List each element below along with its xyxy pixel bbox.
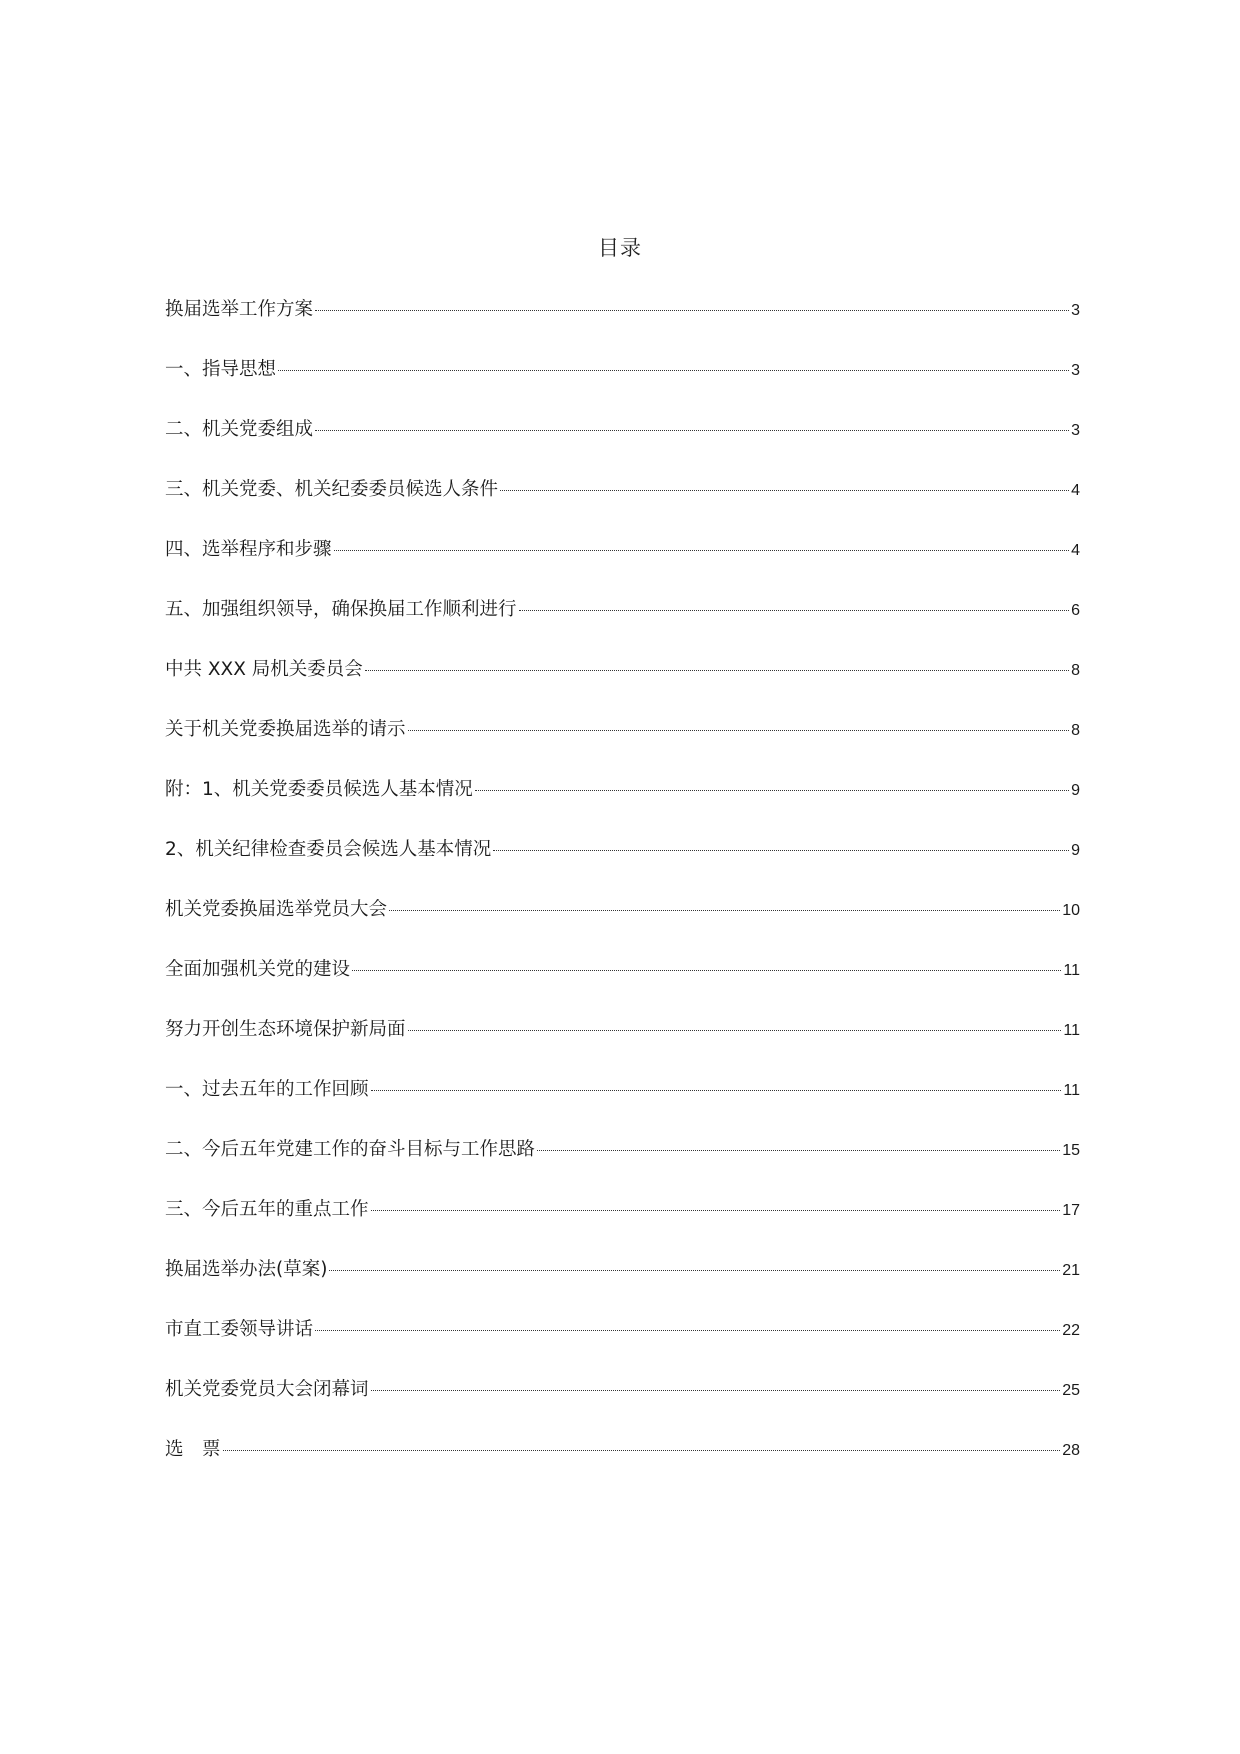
- toc-dot-leader: [500, 490, 1069, 491]
- toc-dot-leader: [371, 1210, 1061, 1211]
- toc-entry[interactable]: [165, 950, 1080, 1010]
- toc-entry-label: 努力开创生态环境保护新局面: [165, 1019, 406, 1040]
- toc-page-number: 4: [1071, 542, 1080, 559]
- toc-entry-label: 换届选举办法(草案): [165, 1259, 328, 1280]
- toc-entry[interactable]: [165, 1310, 1080, 1370]
- toc-dot-leader: [315, 1330, 1060, 1331]
- toc-dot-leader: [334, 550, 1070, 551]
- toc-page-number: 9: [1071, 842, 1080, 859]
- toc-page-number: 11: [1063, 962, 1080, 979]
- toc-entry[interactable]: [165, 470, 1080, 530]
- toc-page-number: 11: [1063, 1082, 1080, 1099]
- toc-entry-label: 一、指导思想: [165, 359, 277, 380]
- toc-entry[interactable]: [165, 1250, 1080, 1310]
- toc-entry-label: 一、过去五年的工作回顾: [165, 1079, 369, 1100]
- toc-entry-label: 中共 XXX 局机关委员会: [165, 659, 363, 680]
- toc-entry-label: 四、选举程序和步骤: [165, 539, 332, 560]
- toc-entry[interactable]: [165, 1190, 1080, 1250]
- toc-page-number: 9: [1071, 782, 1080, 799]
- toc-dot-leader: [223, 1450, 1061, 1451]
- toc-entry[interactable]: [165, 1370, 1080, 1430]
- toc-page-number: 28: [1062, 1442, 1080, 1459]
- toc-dot-leader: [537, 1150, 1060, 1151]
- toc-entry[interactable]: [165, 890, 1080, 950]
- toc-page-number: 10: [1062, 902, 1080, 919]
- toc-entry[interactable]: [165, 1430, 1080, 1490]
- toc-entry[interactable]: [165, 410, 1080, 470]
- toc-entry-label: 机关党委换届选举党员大会: [165, 899, 388, 920]
- toc-page-number: 3: [1071, 302, 1080, 319]
- toc-dot-leader: [389, 910, 1060, 911]
- toc-entry[interactable]: [165, 1070, 1080, 1130]
- toc-entry[interactable]: [165, 770, 1080, 830]
- toc-dot-leader: [315, 430, 1069, 431]
- toc-entry[interactable]: [165, 290, 1080, 350]
- toc-dot-leader: [329, 1270, 1060, 1271]
- toc-page-number: 8: [1071, 722, 1080, 739]
- toc-dot-leader: [365, 670, 1069, 671]
- toc-entry-label: 市直工委领导讲话: [165, 1319, 314, 1340]
- toc-entry-label: 换届选举工作方案: [165, 299, 314, 320]
- toc-entry-label: 二、机关党委组成: [165, 419, 314, 440]
- toc-dot-leader: [278, 370, 1069, 371]
- toc-page-number: 6: [1071, 602, 1080, 619]
- toc-dot-leader: [475, 790, 1069, 791]
- toc-entry[interactable]: [165, 650, 1080, 710]
- toc-page-number: 3: [1071, 362, 1080, 379]
- toc-entry-label: 关于机关党委换届选举的请示: [165, 719, 406, 740]
- toc-page-number: 25: [1062, 1382, 1080, 1399]
- toc-page-number: 3: [1071, 422, 1080, 439]
- toc-dot-leader: [408, 730, 1070, 731]
- toc-list: [165, 290, 1080, 1490]
- toc-entry[interactable]: [165, 1010, 1080, 1070]
- toc-dot-leader: [493, 850, 1069, 851]
- toc-dot-leader: [371, 1390, 1061, 1391]
- toc-dot-leader: [408, 1030, 1062, 1031]
- toc-dot-leader: [371, 1090, 1062, 1091]
- toc-entry-label: 附：1、机关党委委员候选人基本情况: [165, 779, 473, 800]
- toc-entry[interactable]: [165, 350, 1080, 410]
- toc-dot-leader: [352, 970, 1061, 971]
- toc-page-number: 15: [1062, 1142, 1080, 1159]
- toc-page-number: 21: [1062, 1262, 1080, 1279]
- toc-entry-label: 机关党委党员大会闭幕词: [165, 1379, 369, 1400]
- toc-page-number: 11: [1063, 1022, 1080, 1039]
- toc-entry[interactable]: [165, 830, 1080, 890]
- toc-page-number: 22: [1062, 1322, 1080, 1339]
- toc-page-number: 4: [1071, 482, 1080, 499]
- toc-entry-label: 选 票: [165, 1439, 221, 1460]
- toc-entry[interactable]: [165, 1130, 1080, 1190]
- toc-entry[interactable]: [165, 710, 1080, 770]
- toc-entry-label: 三、今后五年的重点工作: [165, 1199, 369, 1220]
- toc-page-number: 17: [1062, 1202, 1080, 1219]
- toc-title: 目录: [598, 236, 642, 260]
- toc-page-number: 8: [1071, 662, 1080, 679]
- toc-entry-label: 全面加强机关党的建设: [165, 959, 351, 980]
- toc-entry-label: 五、加强组织领导，确保换届工作顺利进行: [165, 599, 517, 620]
- toc-entry[interactable]: [165, 530, 1080, 590]
- toc-dot-leader: [519, 610, 1070, 611]
- toc-entry[interactable]: [165, 590, 1080, 650]
- toc-dot-leader: [315, 310, 1069, 311]
- toc-entry-label: 2、机关纪律检查委员会候选人基本情况: [165, 839, 492, 860]
- toc-entry-label: 三、机关党委、机关纪委委员候选人条件: [165, 479, 499, 500]
- toc-entry-label: 二、今后五年党建工作的奋斗目标与工作思路: [165, 1139, 536, 1160]
